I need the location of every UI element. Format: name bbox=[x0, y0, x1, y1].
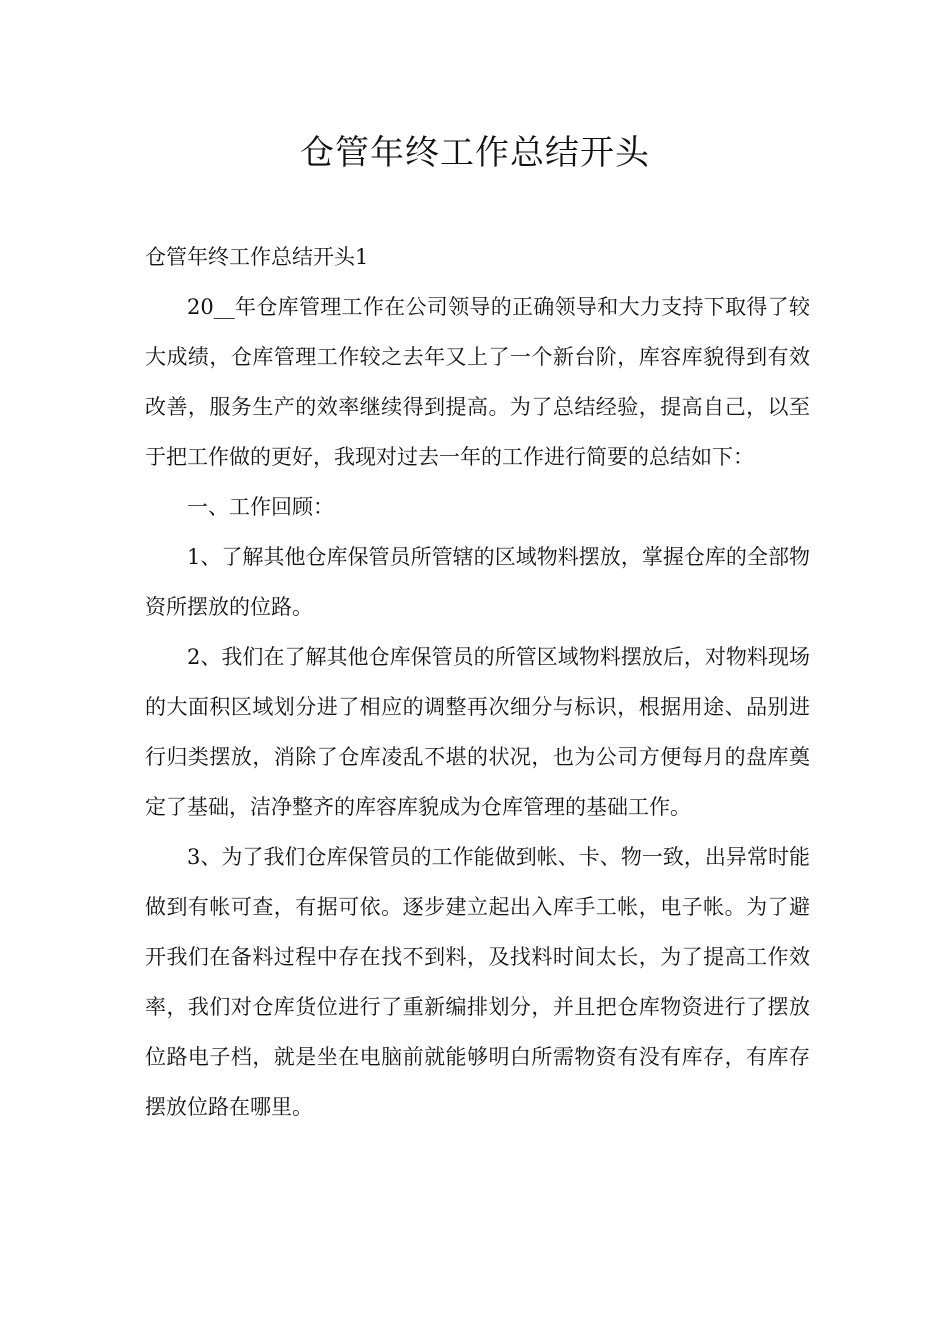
document-title: 仓管年终工作总结开头 bbox=[300, 133, 650, 173]
section-heading: 仓管年终工作总结开头1 bbox=[145, 245, 369, 269]
paragraph-item-1: 1、了解其他仓库保管员所管辖的区域物料摆放，掌握仓库的全部物资所摆放的位路。 bbox=[145, 545, 810, 619]
document-body bbox=[145, 232, 810, 1132]
paragraph-intro: 20__年仓库管理工作在公司领导的正确领导和大力支持下取得了较大成绩，仓库管理工作较之去年又上了一个新台阶，库容库貌得到有效改善，服务生产的效率继续得到提高。为了总结经验，提高自己，以至于把工作做的更好，我现对过去一年的工作进行简要的总结如下： bbox=[145, 295, 810, 469]
paragraph-work-review-heading: 一、工作回顾： bbox=[187, 495, 334, 519]
paragraph-item-2: 2、我们在了解其他仓库保管员的所管区域物料摆放后，对物料现场的大面积区域划分进了相应的调整再次细分与标识，根据用途、品别进行归类摆放，消除了仓库凌乱不堪的状况，也为公司方便每月的盘库奠定了基础，洁净整齐的库容库貌成为仓库管理的基础工作。 bbox=[145, 645, 810, 819]
paragraph-item-3: 3、为了我们仓库保管员的工作能做到帐、卡、物一致，出异常时能做到有帐可查，有据可依。逐步建立起出入库手工帐，电子帐。为了避开我们在备料过程中存在找不到料，及找料时间太长，为了提高工作效率，我们对仓库货位进行了重新编排划分，并且把仓库物资进行了摆放位路电子档，就是坐在电脑前就能够明白所需物资有没有库存，有库存摆放位路在哪里。 bbox=[145, 845, 810, 1119]
